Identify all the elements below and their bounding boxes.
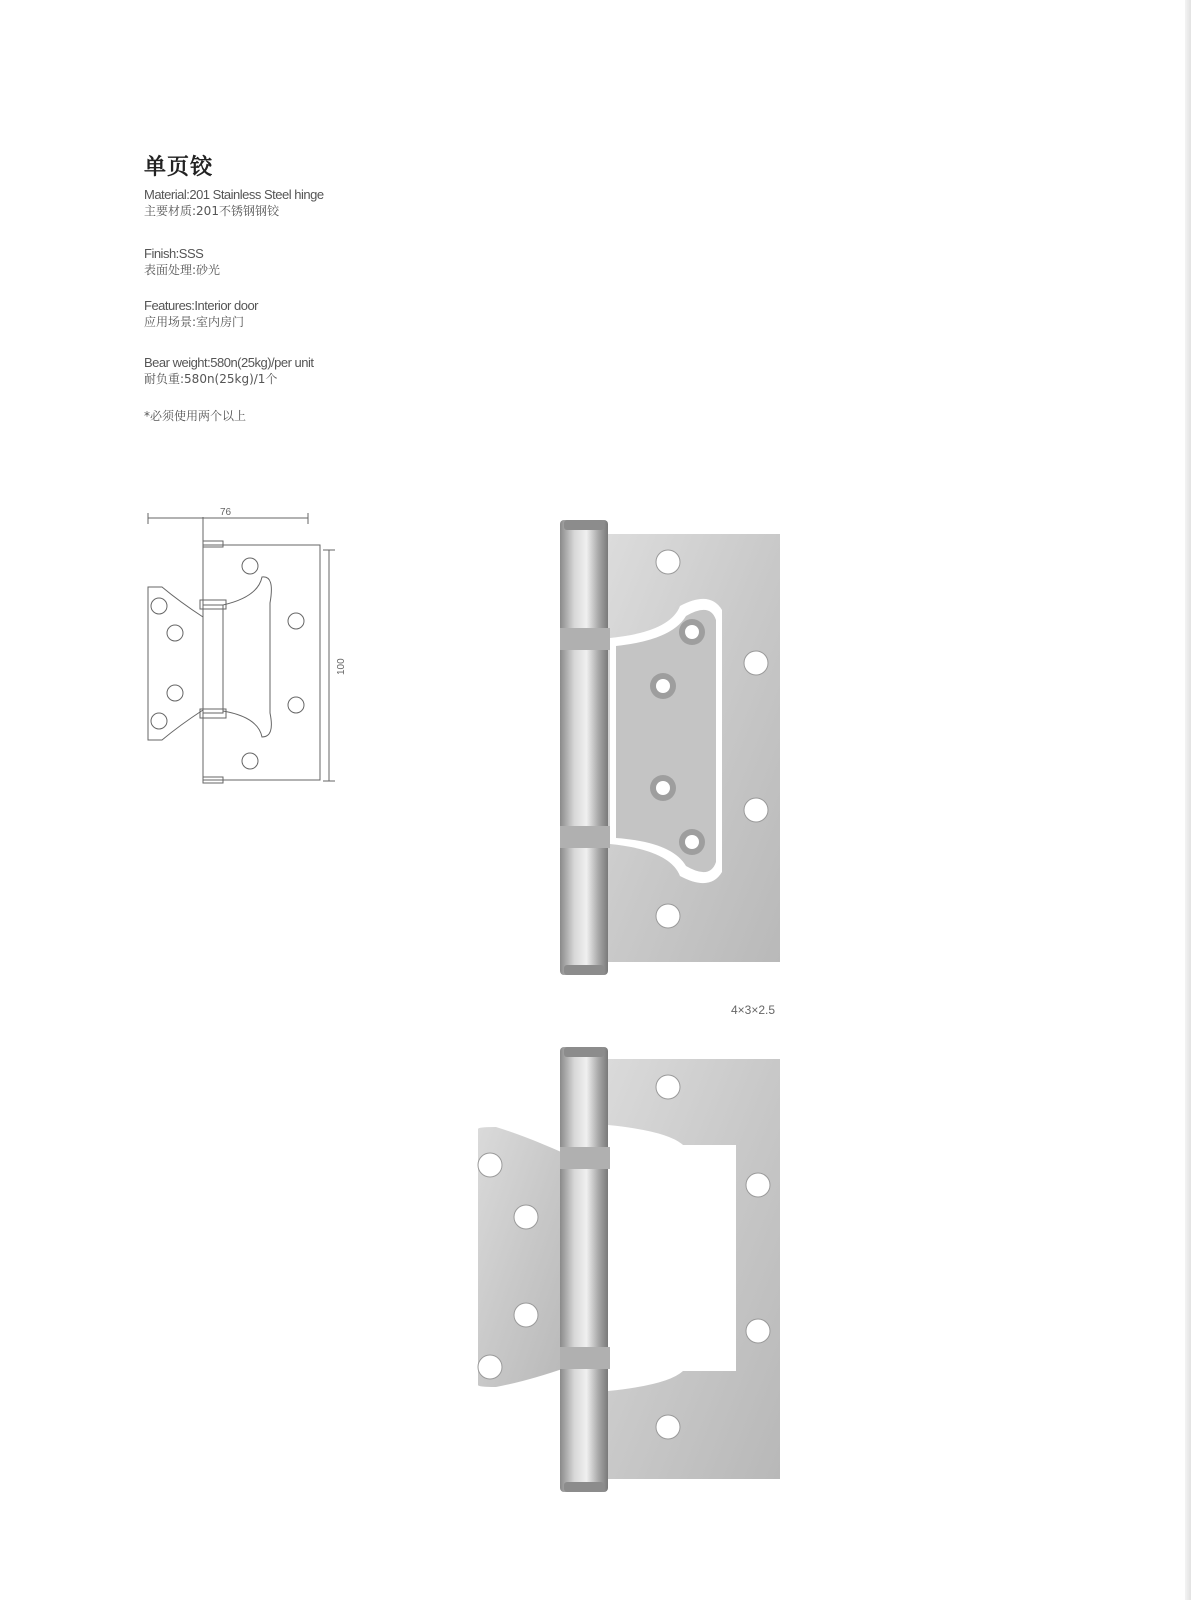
spec-finish xyxy=(144,246,220,278)
hinge-barrel xyxy=(560,520,608,975)
height-dimension-label: 100 xyxy=(336,658,347,675)
drawing-cutout xyxy=(223,577,271,737)
spec-bear-weight xyxy=(144,355,314,387)
spec-features xyxy=(144,298,258,330)
right-leaf xyxy=(608,1059,780,1479)
width-dimension-label: 76 xyxy=(220,507,232,518)
drawing-left-leaf xyxy=(148,587,203,740)
usage-note: *必须使用两个以上 xyxy=(144,409,247,423)
spec-features-en: Features:Interior door xyxy=(144,298,259,313)
drawing-knuckle xyxy=(203,605,223,713)
spec-bear-weight-en: Bear weight:580n(25kg)/per unit xyxy=(144,355,314,370)
hinge-size-label: 4×3×2.5 xyxy=(731,1003,776,1017)
spec-finish-en: Finish:SSS xyxy=(144,246,204,261)
hinge-barrel xyxy=(560,1047,608,1492)
hinge-photo-open xyxy=(468,1047,788,1492)
page-edge-shadow xyxy=(1185,0,1191,1600)
hinge-technical-drawing xyxy=(140,505,370,805)
spec-bear-weight-zh: 耐负重:580n(25kg)/1个 xyxy=(144,372,278,386)
spec-material-en: Material:201 Stainless Steel hinge xyxy=(144,187,324,202)
hinge-photo-closed xyxy=(560,520,792,975)
spec-material xyxy=(144,187,324,219)
spec-finish-zh: 表面处理:砂光 xyxy=(144,263,221,277)
drawing-right-leaf xyxy=(203,517,320,780)
spec-features-zh: 应用场景:室内房门 xyxy=(144,315,245,329)
product-title: 单页铰 xyxy=(144,155,214,180)
spec-material-zh: 主要材质:201不锈钢钢铰 xyxy=(144,204,279,218)
